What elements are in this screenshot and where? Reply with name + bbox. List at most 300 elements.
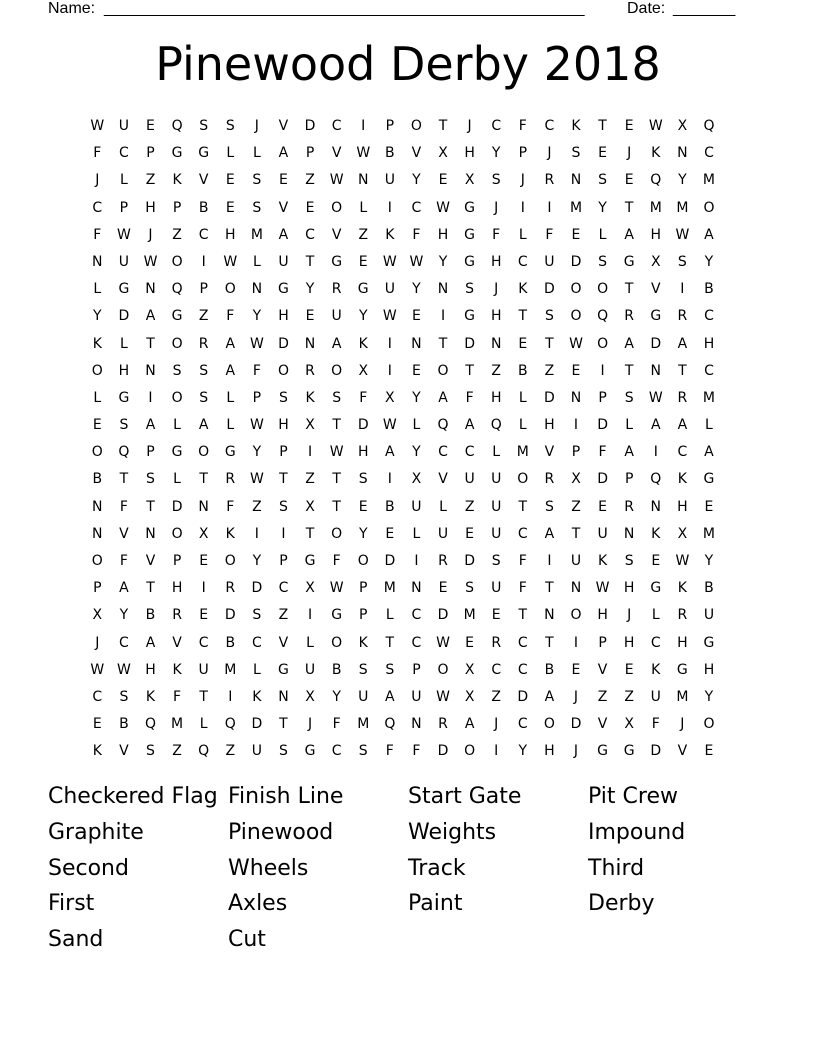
- grid-letter[interactable]: S: [252, 172, 262, 189]
- grid-letter[interactable]: S: [358, 471, 368, 488]
- grid-letter[interactable]: E: [704, 498, 714, 515]
- grid-letter[interactable]: S: [119, 417, 129, 434]
- grid-letter[interactable]: I: [254, 525, 259, 542]
- grid-letter[interactable]: G: [623, 253, 635, 270]
- grid-letter[interactable]: G: [597, 743, 608, 760]
- grid-letter[interactable]: L: [173, 471, 181, 488]
- grid-letter[interactable]: D: [437, 607, 449, 624]
- grid-letter[interactable]: J: [627, 145, 632, 162]
- grid-letter[interactable]: D: [437, 743, 449, 760]
- grid-letter[interactable]: R: [172, 607, 182, 624]
- grid-letter[interactable]: O: [331, 199, 343, 216]
- grid-letter[interactable]: T: [305, 253, 315, 270]
- grid-letter[interactable]: O: [171, 253, 183, 270]
- grid-letter[interactable]: C: [119, 145, 129, 162]
- grid-letter[interactable]: G: [198, 145, 210, 162]
- grid-letter[interactable]: W: [648, 118, 663, 134]
- grid-letter[interactable]: J: [680, 716, 685, 733]
- grid-letter[interactable]: H: [703, 661, 715, 678]
- grid-letter[interactable]: H: [623, 580, 635, 597]
- grid-letter[interactable]: C: [92, 688, 103, 705]
- grid-letter[interactable]: A: [438, 389, 448, 406]
- grid-letter[interactable]: K: [651, 661, 661, 678]
- grid-letter[interactable]: A: [225, 335, 236, 352]
- grid-letter[interactable]: T: [624, 362, 634, 379]
- grid-letter[interactable]: I: [387, 199, 392, 216]
- grid-letter[interactable]: G: [464, 226, 476, 243]
- grid-letter[interactable]: S: [385, 661, 395, 678]
- grid-letter[interactable]: S: [544, 308, 554, 325]
- grid-letter[interactable]: D: [544, 281, 555, 298]
- grid-letter[interactable]: T: [332, 417, 341, 434]
- grid-letter[interactable]: N: [411, 716, 422, 733]
- grid-letter[interactable]: K: [385, 226, 395, 243]
- grid-letter[interactable]: Q: [650, 471, 662, 488]
- grid-letter[interactable]: K: [677, 580, 687, 597]
- grid-letter[interactable]: F: [119, 553, 128, 569]
- grid-letter[interactable]: I: [440, 308, 446, 325]
- grid-letter[interactable]: F: [385, 743, 394, 760]
- grid-letter[interactable]: F: [518, 553, 527, 569]
- grid-letter[interactable]: V: [278, 199, 289, 216]
- grid-letter[interactable]: Y: [412, 281, 421, 298]
- grid-letter[interactable]: S: [624, 389, 634, 406]
- grid-letter[interactable]: C: [517, 525, 528, 542]
- grid-letter[interactable]: U: [464, 471, 475, 488]
- grid-letter[interactable]: L: [93, 281, 102, 298]
- grid-letter[interactable]: T: [146, 335, 155, 352]
- grid-letter[interactable]: C: [517, 716, 528, 733]
- grid-letter[interactable]: Q: [703, 118, 715, 134]
- grid-letter[interactable]: M: [649, 199, 662, 216]
- grid-letter[interactable]: T: [518, 498, 528, 515]
- grid-letter[interactable]: H: [464, 145, 475, 162]
- grid-letter[interactable]: E: [704, 743, 714, 760]
- grid-letter[interactable]: M: [383, 580, 396, 597]
- grid-letter[interactable]: W: [329, 172, 344, 189]
- grid-letter[interactable]: A: [225, 362, 236, 379]
- grid-letter[interactable]: P: [359, 580, 368, 597]
- grid-letter[interactable]: G: [464, 253, 476, 270]
- grid-letter[interactable]: W: [436, 688, 450, 705]
- grid-letter[interactable]: L: [705, 417, 713, 434]
- grid-letter[interactable]: O: [570, 308, 582, 325]
- grid-letter[interactable]: N: [145, 362, 156, 379]
- grid-letter[interactable]: C: [544, 118, 555, 134]
- grid-letter[interactable]: N: [570, 172, 582, 189]
- grid-letter[interactable]: P: [624, 471, 634, 488]
- grid-letter[interactable]: L: [412, 417, 421, 434]
- grid-letter[interactable]: W: [116, 661, 131, 678]
- grid-letter[interactable]: Q: [171, 281, 183, 298]
- grid-letter[interactable]: I: [361, 118, 366, 134]
- grid-letter[interactable]: E: [199, 607, 209, 624]
- grid-letter[interactable]: H: [490, 308, 502, 325]
- grid-letter[interactable]: U: [278, 253, 289, 270]
- grid-letter[interactable]: S: [358, 743, 368, 760]
- grid-letter[interactable]: Y: [412, 172, 421, 189]
- grid-letter[interactable]: A: [624, 226, 634, 243]
- grid-letter[interactable]: T: [598, 118, 607, 134]
- grid-letter[interactable]: A: [677, 335, 688, 352]
- grid-letter[interactable]: C: [491, 661, 502, 678]
- grid-letter[interactable]: T: [438, 118, 448, 134]
- grid-letter[interactable]: S: [598, 253, 608, 270]
- grid-letter[interactable]: F: [332, 716, 341, 733]
- grid-letter[interactable]: B: [385, 145, 395, 162]
- grid-letter[interactable]: N: [411, 580, 422, 597]
- grid-letter[interactable]: M: [516, 444, 529, 461]
- grid-letter[interactable]: I: [680, 281, 685, 298]
- grid-letter[interactable]: B: [92, 471, 103, 488]
- grid-letter[interactable]: V: [597, 661, 608, 678]
- grid-letter[interactable]: F: [492, 226, 501, 243]
- grid-letter[interactable]: V: [597, 716, 608, 733]
- grid-letter[interactable]: S: [465, 580, 475, 597]
- grid-letter[interactable]: P: [598, 389, 607, 406]
- grid-letter[interactable]: X: [438, 145, 448, 162]
- grid-letter[interactable]: Q: [384, 716, 396, 733]
- grid-letter[interactable]: X: [385, 389, 395, 406]
- grid-letter[interactable]: O: [464, 743, 476, 760]
- grid-letter[interactable]: M: [702, 172, 715, 189]
- grid-letter[interactable]: L: [651, 607, 660, 624]
- grid-letter[interactable]: E: [305, 199, 315, 216]
- grid-letter[interactable]: K: [225, 525, 235, 542]
- grid-letter[interactable]: A: [385, 688, 395, 705]
- grid-letter[interactable]: K: [305, 389, 315, 406]
- grid-letter[interactable]: H: [437, 226, 449, 243]
- grid-letter[interactable]: T: [199, 688, 208, 705]
- grid-letter[interactable]: L: [518, 389, 527, 406]
- grid-letter[interactable]: T: [624, 281, 634, 298]
- grid-letter[interactable]: C: [198, 634, 209, 651]
- grid-letter[interactable]: L: [119, 335, 128, 352]
- grid-letter[interactable]: D: [517, 688, 529, 705]
- grid-letter[interactable]: B: [145, 607, 156, 624]
- grid-letter[interactable]: P: [412, 661, 421, 678]
- grid-letter[interactable]: M: [702, 389, 715, 406]
- grid-letter[interactable]: S: [146, 471, 155, 488]
- grid-letter[interactable]: O: [171, 335, 183, 352]
- grid-letter[interactable]: H: [677, 634, 688, 651]
- grid-letter[interactable]: G: [278, 661, 289, 678]
- grid-letter[interactable]: O: [171, 525, 183, 542]
- grid-letter[interactable]: V: [411, 145, 422, 162]
- grid-letter[interactable]: E: [438, 580, 448, 597]
- grid-letter[interactable]: O: [437, 362, 449, 379]
- grid-letter[interactable]: O: [517, 471, 529, 488]
- grid-letter[interactable]: Y: [358, 525, 368, 542]
- grid-letter[interactable]: V: [544, 444, 555, 461]
- grid-letter[interactable]: A: [278, 226, 289, 243]
- grid-letter[interactable]: C: [331, 743, 342, 760]
- grid-letter[interactable]: D: [464, 553, 475, 569]
- grid-letter[interactable]: N: [357, 172, 369, 189]
- grid-letter[interactable]: U: [491, 525, 502, 542]
- grid-letter[interactable]: Y: [518, 743, 528, 760]
- grid-letter[interactable]: W: [675, 226, 690, 243]
- grid-letter[interactable]: J: [520, 172, 525, 189]
- grid-letter[interactable]: G: [676, 661, 688, 678]
- grid-letter[interactable]: E: [92, 417, 102, 434]
- grid-letter[interactable]: U: [198, 661, 209, 678]
- grid-letter[interactable]: U: [358, 688, 369, 705]
- grid-letter[interactable]: T: [545, 634, 554, 651]
- grid-letter[interactable]: J: [494, 199, 499, 216]
- grid-letter[interactable]: L: [199, 716, 208, 733]
- grid-letter[interactable]: G: [171, 444, 183, 461]
- grid-letter[interactable]: H: [490, 253, 502, 270]
- grid-letter[interactable]: K: [145, 688, 156, 705]
- grid-letter[interactable]: C: [411, 199, 422, 216]
- grid-letter[interactable]: J: [573, 743, 579, 760]
- grid-letter[interactable]: A: [119, 580, 129, 597]
- grid-letter[interactable]: X: [624, 716, 634, 733]
- grid-letter[interactable]: O: [410, 118, 422, 134]
- grid-letter[interactable]: T: [279, 471, 288, 488]
- grid-letter[interactable]: A: [624, 444, 634, 461]
- grid-letter[interactable]: R: [544, 172, 555, 189]
- grid-letter[interactable]: G: [171, 308, 183, 325]
- grid-letter[interactable]: Z: [145, 172, 156, 189]
- grid-letter[interactable]: P: [518, 145, 528, 162]
- grid-letter[interactable]: D: [224, 607, 236, 624]
- grid-letter[interactable]: W: [223, 253, 238, 270]
- grid-letter[interactable]: X: [411, 471, 422, 488]
- grid-letter[interactable]: D: [464, 335, 475, 352]
- grid-letter[interactable]: H: [544, 417, 555, 434]
- grid-letter[interactable]: K: [252, 688, 262, 705]
- grid-letter[interactable]: T: [518, 308, 528, 325]
- grid-letter[interactable]: A: [677, 417, 688, 434]
- grid-letter[interactable]: R: [438, 553, 448, 569]
- grid-letter[interactable]: O: [91, 444, 103, 461]
- grid-letter[interactable]: W: [675, 553, 690, 569]
- grid-letter[interactable]: Q: [198, 743, 210, 760]
- grid-letter[interactable]: L: [439, 498, 447, 515]
- grid-letter[interactable]: Y: [704, 688, 714, 705]
- grid-letter[interactable]: A: [544, 688, 555, 705]
- grid-letter[interactable]: N: [650, 362, 661, 379]
- grid-letter[interactable]: C: [517, 634, 528, 651]
- grid-letter[interactable]: Y: [438, 253, 448, 270]
- grid-letter[interactable]: U: [118, 253, 130, 270]
- grid-letter[interactable]: H: [145, 661, 156, 678]
- grid-letter[interactable]: C: [411, 634, 422, 651]
- grid-letter[interactable]: E: [624, 118, 634, 134]
- grid-letter[interactable]: U: [411, 688, 422, 705]
- grid-letter[interactable]: H: [145, 199, 156, 216]
- grid-letter[interactable]: S: [279, 498, 288, 515]
- grid-letter[interactable]: H: [225, 226, 236, 243]
- grid-letter[interactable]: D: [357, 417, 369, 434]
- grid-letter[interactable]: C: [438, 444, 448, 461]
- grid-letter[interactable]: T: [146, 498, 155, 515]
- grid-letter[interactable]: N: [544, 607, 555, 624]
- grid-letter[interactable]: T: [332, 498, 341, 515]
- grid-letter[interactable]: X: [464, 172, 475, 189]
- grid-letter[interactable]: N: [570, 389, 582, 406]
- grid-letter[interactable]: L: [173, 417, 181, 434]
- grid-letter[interactable]: V: [677, 743, 688, 760]
- grid-letter[interactable]: E: [411, 362, 421, 379]
- grid-letter[interactable]: S: [225, 118, 235, 134]
- grid-letter[interactable]: K: [358, 335, 368, 352]
- grid-letter[interactable]: I: [573, 634, 579, 651]
- grid-letter[interactable]: R: [198, 335, 209, 352]
- grid-letter[interactable]: V: [119, 743, 129, 760]
- grid-letter[interactable]: E: [651, 553, 661, 569]
- grid-letter[interactable]: P: [359, 607, 368, 624]
- grid-letter[interactable]: L: [226, 145, 235, 162]
- grid-letter[interactable]: H: [490, 389, 502, 406]
- grid-letter[interactable]: V: [198, 172, 209, 189]
- grid-letter[interactable]: O: [331, 634, 343, 651]
- grid-letter[interactable]: E: [438, 172, 448, 189]
- grid-letter[interactable]: T: [438, 335, 448, 352]
- grid-letter[interactable]: F: [412, 226, 421, 243]
- grid-letter[interactable]: X: [677, 525, 688, 542]
- grid-letter[interactable]: L: [252, 661, 261, 678]
- grid-letter[interactable]: O: [224, 281, 236, 298]
- grid-letter[interactable]: A: [464, 716, 475, 733]
- grid-letter[interactable]: S: [279, 389, 288, 406]
- grid-letter[interactable]: O: [437, 661, 449, 678]
- grid-letter[interactable]: I: [547, 553, 552, 569]
- grid-letter[interactable]: S: [332, 389, 342, 406]
- grid-letter[interactable]: F: [465, 389, 474, 406]
- grid-letter[interactable]: E: [305, 308, 315, 325]
- grid-letter[interactable]: S: [358, 661, 368, 678]
- grid-letter[interactable]: K: [651, 145, 661, 162]
- grid-letter[interactable]: I: [148, 389, 153, 406]
- grid-letter[interactable]: H: [623, 634, 635, 651]
- grid-letter[interactable]: H: [677, 498, 688, 515]
- grid-letter[interactable]: L: [252, 253, 261, 270]
- grid-letter[interactable]: O: [198, 444, 210, 461]
- grid-letter[interactable]: U: [650, 688, 661, 705]
- grid-letter[interactable]: L: [226, 389, 235, 406]
- grid-letter[interactable]: L: [252, 145, 261, 162]
- grid-letter[interactable]: S: [252, 607, 262, 624]
- grid-letter[interactable]: J: [307, 716, 313, 733]
- grid-letter[interactable]: N: [198, 498, 209, 515]
- grid-letter[interactable]: E: [571, 226, 581, 243]
- grid-letter[interactable]: H: [650, 226, 662, 243]
- grid-letter[interactable]: P: [199, 281, 208, 298]
- grid-letter[interactable]: X: [650, 253, 661, 270]
- grid-letter[interactable]: G: [278, 281, 289, 298]
- grid-letter[interactable]: E: [199, 553, 209, 569]
- grid-letter[interactable]: B: [198, 199, 209, 216]
- grid-letter[interactable]: A: [278, 145, 289, 162]
- grid-letter[interactable]: G: [118, 389, 130, 406]
- grid-letter[interactable]: H: [544, 743, 555, 760]
- grid-letter[interactable]: G: [331, 607, 343, 624]
- grid-letter[interactable]: S: [491, 553, 501, 569]
- grid-letter[interactable]: G: [171, 145, 183, 162]
- grid-letter[interactable]: Y: [332, 688, 341, 705]
- grid-letter[interactable]: B: [517, 362, 528, 379]
- grid-letter[interactable]: Z: [491, 688, 501, 705]
- grid-letter[interactable]: O: [597, 335, 609, 352]
- grid-letter[interactable]: T: [545, 580, 554, 597]
- grid-letter[interactable]: X: [305, 688, 315, 705]
- grid-letter[interactable]: K: [597, 553, 608, 569]
- grid-letter[interactable]: J: [467, 118, 472, 134]
- grid-letter[interactable]: X: [198, 525, 209, 542]
- grid-letter[interactable]: E: [518, 335, 528, 352]
- grid-letter[interactable]: N: [490, 335, 502, 352]
- grid-letter[interactable]: L: [306, 634, 314, 651]
- grid-letter[interactable]: X: [92, 607, 103, 624]
- grid-letter[interactable]: L: [518, 417, 527, 434]
- grid-letter[interactable]: I: [520, 199, 525, 216]
- grid-letter[interactable]: X: [305, 498, 315, 515]
- grid-letter[interactable]: N: [437, 281, 449, 298]
- grid-letter[interactable]: Y: [358, 308, 368, 325]
- grid-letter[interactable]: E: [571, 362, 581, 379]
- grid-letter[interactable]: Z: [225, 743, 236, 760]
- grid-letter[interactable]: H: [597, 607, 608, 624]
- grid-letter[interactable]: P: [571, 444, 581, 461]
- grid-letter[interactable]: O: [703, 716, 715, 733]
- grid-letter[interactable]: Q: [490, 417, 502, 434]
- grid-letter[interactable]: V: [278, 634, 289, 651]
- grid-letter[interactable]: O: [277, 362, 289, 379]
- grid-letter[interactable]: K: [92, 335, 102, 352]
- grid-letter[interactable]: N: [145, 281, 156, 298]
- grid-letter[interactable]: D: [251, 580, 263, 597]
- grid-letter[interactable]: Y: [252, 553, 262, 569]
- grid-letter[interactable]: O: [703, 199, 715, 216]
- grid-letter[interactable]: Y: [119, 607, 129, 624]
- grid-letter[interactable]: I: [494, 743, 499, 760]
- grid-letter[interactable]: R: [331, 281, 342, 298]
- grid-letter[interactable]: C: [251, 634, 262, 651]
- grid-letter[interactable]: I: [600, 362, 605, 379]
- name-field-line[interactable]: ______________________________________________________: [104, 0, 585, 17]
- grid-letter[interactable]: U: [251, 743, 262, 760]
- grid-letter[interactable]: E: [225, 172, 235, 189]
- grid-letter[interactable]: N: [92, 498, 103, 515]
- grid-letter[interactable]: D: [251, 716, 263, 733]
- grid-letter[interactable]: Z: [198, 308, 209, 325]
- grid-letter[interactable]: F: [226, 308, 235, 325]
- grid-letter[interactable]: D: [384, 553, 396, 569]
- grid-letter[interactable]: W: [595, 580, 610, 597]
- grid-letter[interactable]: E: [598, 145, 607, 162]
- grid-letter[interactable]: O: [331, 362, 343, 379]
- grid-letter[interactable]: S: [544, 498, 554, 515]
- grid-letter[interactable]: A: [704, 226, 714, 243]
- grid-letter[interactable]: F: [226, 498, 235, 515]
- grid-letter[interactable]: R: [624, 498, 635, 515]
- grid-letter[interactable]: Q: [597, 308, 609, 325]
- grid-letter[interactable]: X: [677, 118, 688, 134]
- grid-letter[interactable]: O: [543, 716, 555, 733]
- grid-letter[interactable]: C: [464, 444, 475, 461]
- grid-letter[interactable]: P: [598, 634, 607, 651]
- grid-letter[interactable]: V: [172, 634, 182, 651]
- grid-letter[interactable]: G: [650, 580, 662, 597]
- grid-letter[interactable]: U: [544, 253, 555, 270]
- grid-letter[interactable]: Z: [624, 688, 634, 705]
- grid-letter[interactable]: M: [702, 525, 715, 542]
- grid-letter[interactable]: N: [251, 281, 263, 298]
- grid-letter[interactable]: V: [119, 525, 129, 542]
